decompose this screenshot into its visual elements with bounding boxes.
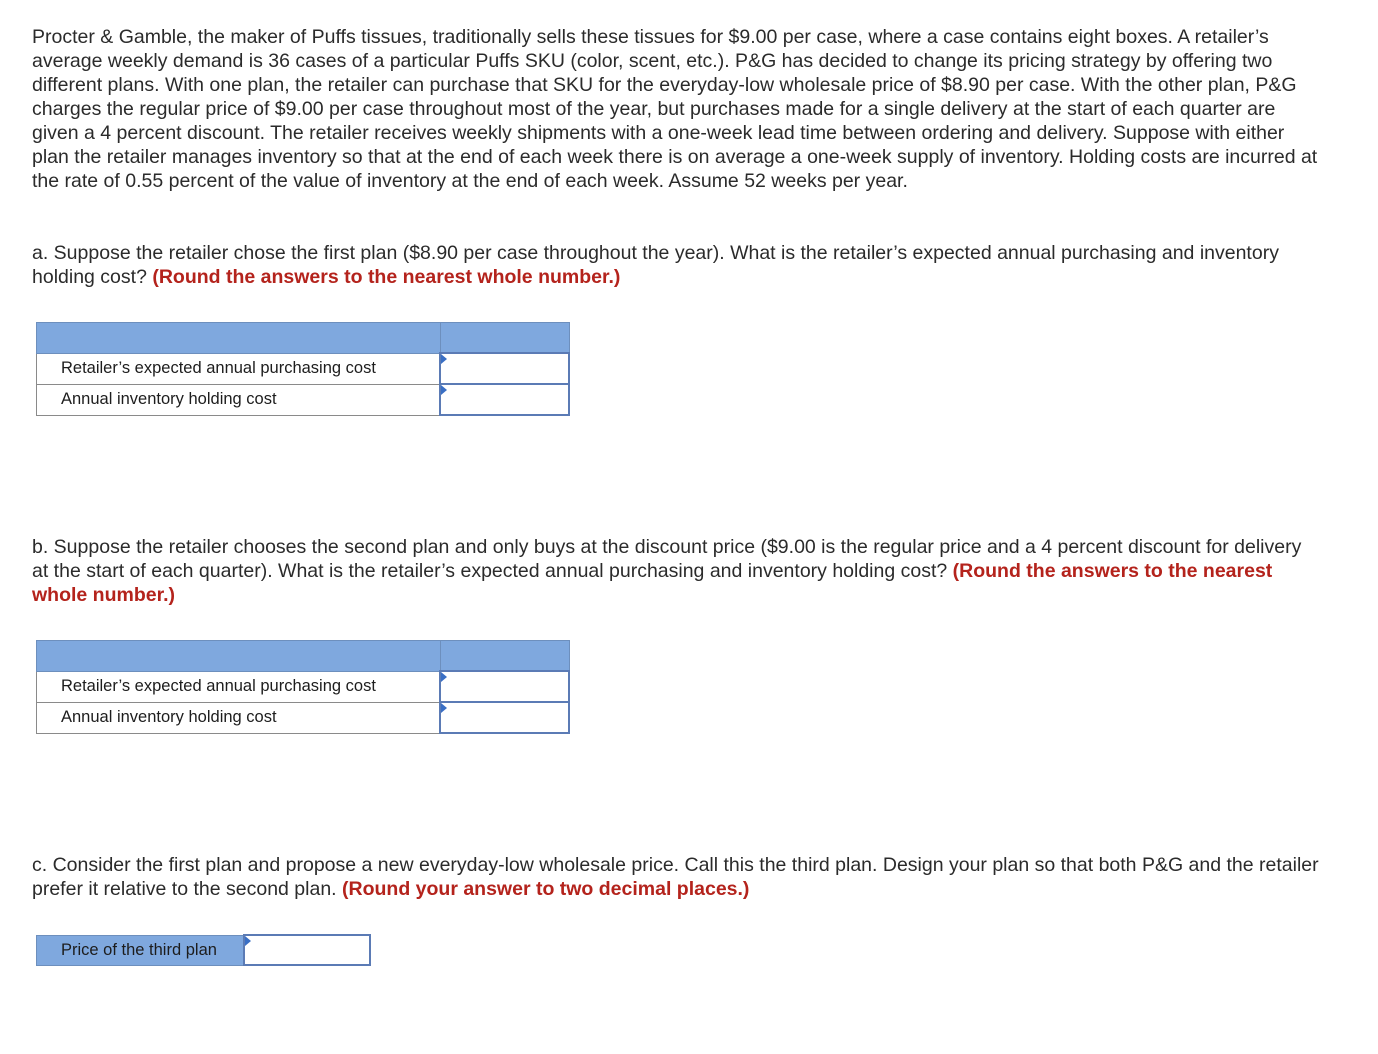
answer-input-b-purchasing-cost[interactable] — [441, 673, 568, 700]
question-c-instruction: (Round your answer to two decimal places.) — [342, 878, 750, 900]
answer-input-a-holding-cost[interactable] — [441, 386, 568, 413]
row-label-purchasing-cost: Retailer’s expected annual purchasing cost — [37, 353, 441, 384]
question-a-instruction: (Round the answers to the nearest whole number.) — [152, 266, 621, 288]
problem-intro: Procter & Gamble, the maker of Puffs tissues, traditionally sells these tissues for $9.00 per case, where a case contains eight boxes. A retailer’s average weekly demand is 36 cases of a particular Puffs SKU (color, scent, etc.). P&G has decided to change its pricing strategy by offering two different plans. With one plan, the retailer can purchase that SKU for the everyday-low wholesale price of $8.90 per case. With the other plan, P&G charges the regular price of $9.00 per case throughout most of the year, but purchases made for a single delivery at the start of each quarter are given a 4 percent discount. The retailer receives weekly shipments with a one-week lead time between ordering and delivery. Suppose with either plan the retailer manages inventory so that at the end of each week there is on average a one-week supply of inventory. Holding costs are incurred at the rate of 0.55 percent of the value of inventory at the end of each week. Assume 52 weeks per year. — [32, 26, 1318, 192]
question-b — [32, 535, 1322, 607]
answer-table-b — [36, 640, 570, 734]
question-c — [32, 853, 1322, 901]
answer-cell[interactable] — [440, 702, 569, 733]
row-label-holding-cost: Annual inventory holding cost — [37, 384, 441, 415]
table-row — [37, 935, 371, 965]
answer-cell[interactable] — [440, 671, 569, 702]
header-cell-label — [37, 323, 441, 354]
table-row — [37, 353, 570, 384]
question-c-text: c. Consider the first plan and propose a new everyday-low wholesale price. Call this the third plan. Design your plan so that both P&G and the retailer prefer it relative to the second plan. — [32, 854, 1319, 900]
question-a-text: a. Suppose the retailer chose the first plan ($8.90 per case throughout the year). What is the retailer’s expected annual purchasing and inventory holding cost? — [32, 242, 1279, 288]
header-cell-value — [440, 323, 569, 354]
table-row — [37, 702, 570, 733]
table-header-row — [37, 323, 570, 354]
answer-input-b-holding-cost[interactable] — [441, 704, 568, 731]
table-row — [37, 384, 570, 415]
answer-input-c-third-plan-price[interactable] — [245, 937, 369, 963]
header-cell-value — [440, 641, 569, 672]
header-cell-label — [37, 641, 441, 672]
question-a — [32, 241, 1322, 289]
answer-cell[interactable] — [244, 935, 370, 965]
answer-input-a-purchasing-cost[interactable] — [441, 355, 568, 382]
table-header-row — [37, 641, 570, 672]
question-b-text: b. Suppose the retailer chooses the second plan and only buys at the discount price ($9.00 is the regular price and a 4 percent discount for delivery at the start of each quarter). What is the retailer’s expected annual purchasing and inventory holding cost? — [32, 536, 1302, 582]
row-label-purchasing-cost: Retailer’s expected annual purchasing cost — [37, 671, 441, 702]
answer-table-c — [36, 934, 371, 966]
table-row — [37, 671, 570, 702]
answer-table-a — [36, 322, 570, 416]
answer-cell[interactable] — [440, 384, 569, 415]
row-label-holding-cost: Annual inventory holding cost — [37, 702, 441, 733]
question-b-instruction: (Round the answers to the nearest whole number.) — [32, 560, 1273, 606]
row-label-third-plan-price: Price of the third plan — [37, 935, 245, 965]
answer-cell[interactable] — [440, 353, 569, 384]
